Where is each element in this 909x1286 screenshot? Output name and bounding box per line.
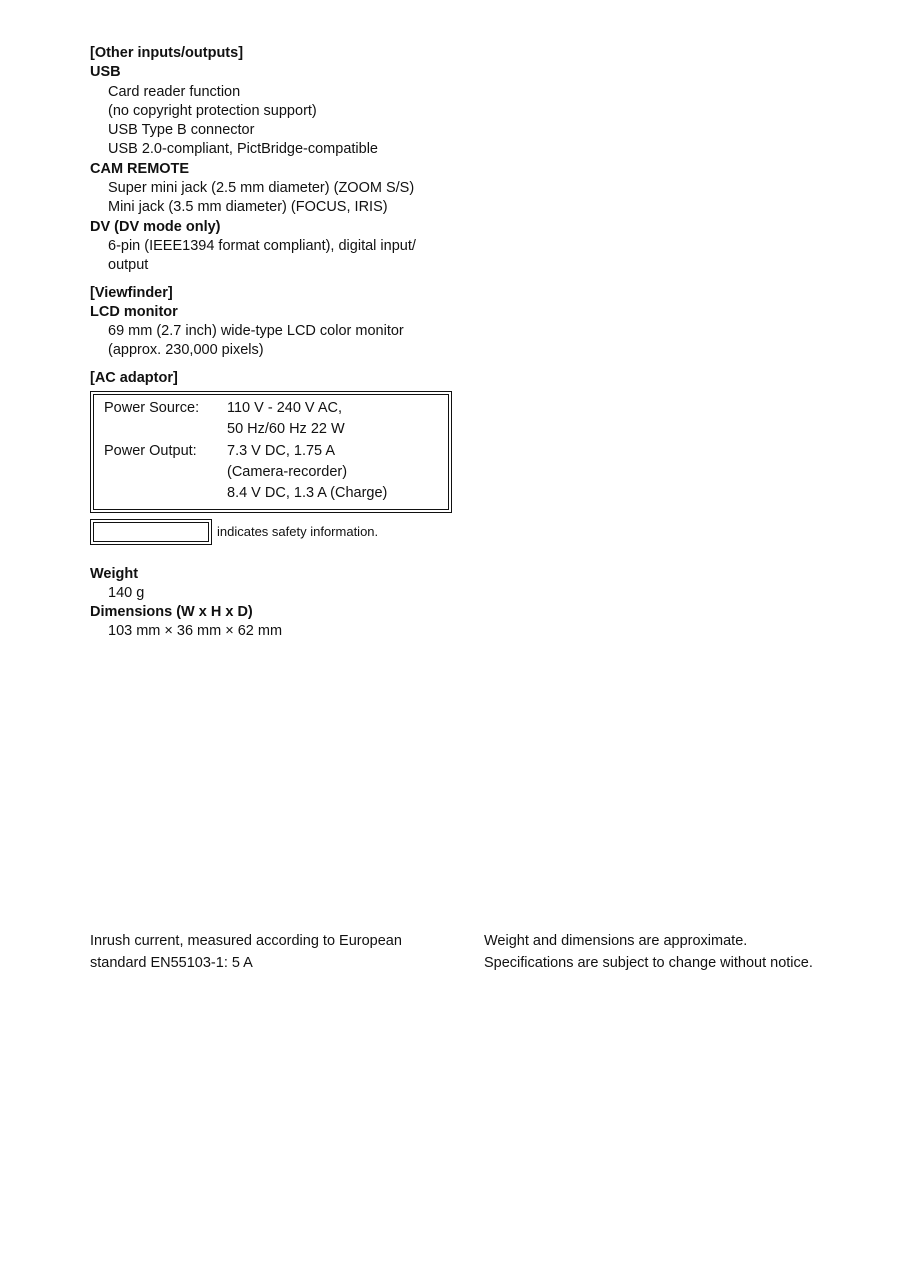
safety-note: indicates safety information. <box>217 524 379 540</box>
approximate-line: Specifications are subject to change without notice. <box>484 955 813 971</box>
power-output-row <box>104 441 448 505</box>
ac-adaptor-box <box>90 391 452 512</box>
approximate-line: Weight and dimensions are approximate. <box>484 933 748 949</box>
power-output-label: Power Output: <box>104 442 197 459</box>
safety-legend <box>90 519 460 545</box>
inrush-line: Inrush current, measured according to European <box>90 933 402 949</box>
spec-column <box>90 44 460 642</box>
inrush-line: standard EN55103-1: 5 A <box>90 955 253 971</box>
dv-line: output <box>108 257 149 274</box>
weight-label: Weight <box>90 565 139 582</box>
weight-value: 140 g <box>108 584 145 601</box>
cam-remote-label: CAM REMOTE <box>90 160 190 177</box>
cam-remote-line: Mini jack (3.5 mm diameter) (FOCUS, IRIS) <box>108 199 388 216</box>
dimensions-label: Dimensions (W x H x D) <box>90 604 253 621</box>
usb-label: USB <box>90 64 121 81</box>
dimensions-value: 103 mm × 36 mm × 62 mm <box>108 623 283 640</box>
lcd-line: (approx. 230,000 pixels) <box>108 342 264 359</box>
power-source-value: 110 V - 240 V AC, <box>227 400 342 417</box>
power-output-value: (Camera-recorder) <box>227 463 348 480</box>
usb-line: Card reader function <box>108 83 241 100</box>
power-source-row <box>104 398 448 441</box>
dv-label: DV (DV mode only) <box>90 218 221 235</box>
power-output-value: 7.3 V DC, 1.75 A <box>227 442 336 459</box>
approximate-note <box>484 930 884 974</box>
usb-line: USB Type B connector <box>108 122 255 139</box>
dv-line: 6-pin (IEEE1394 format compliant), digital input/ <box>108 237 416 254</box>
lcd-label: LCD monitor <box>90 303 178 320</box>
other-io-heading: [Other inputs/outputs] <box>90 45 244 61</box>
usb-line: USB 2.0-compliant, PictBridge-compatible <box>108 141 378 158</box>
cam-remote-line: Super mini jack (2.5 mm diameter) (ZOOM S/S) <box>108 180 415 197</box>
power-source-value: 50 Hz/60 Hz 22 W <box>227 421 345 438</box>
power-output-value: 8.4 V DC, 1.3 A (Charge) <box>227 485 388 502</box>
lcd-line: 69 mm (2.7 inch) wide-type LCD color monitor <box>108 323 404 340</box>
inrush-note <box>90 930 460 974</box>
viewfinder-heading: [Viewfinder] <box>90 284 173 301</box>
safety-box-symbol <box>90 519 212 545</box>
usb-line: (no copyright protection support) <box>108 102 317 119</box>
ac-adaptor-heading: [AC adaptor] <box>90 369 178 386</box>
power-source-label: Power Source: <box>104 400 200 417</box>
